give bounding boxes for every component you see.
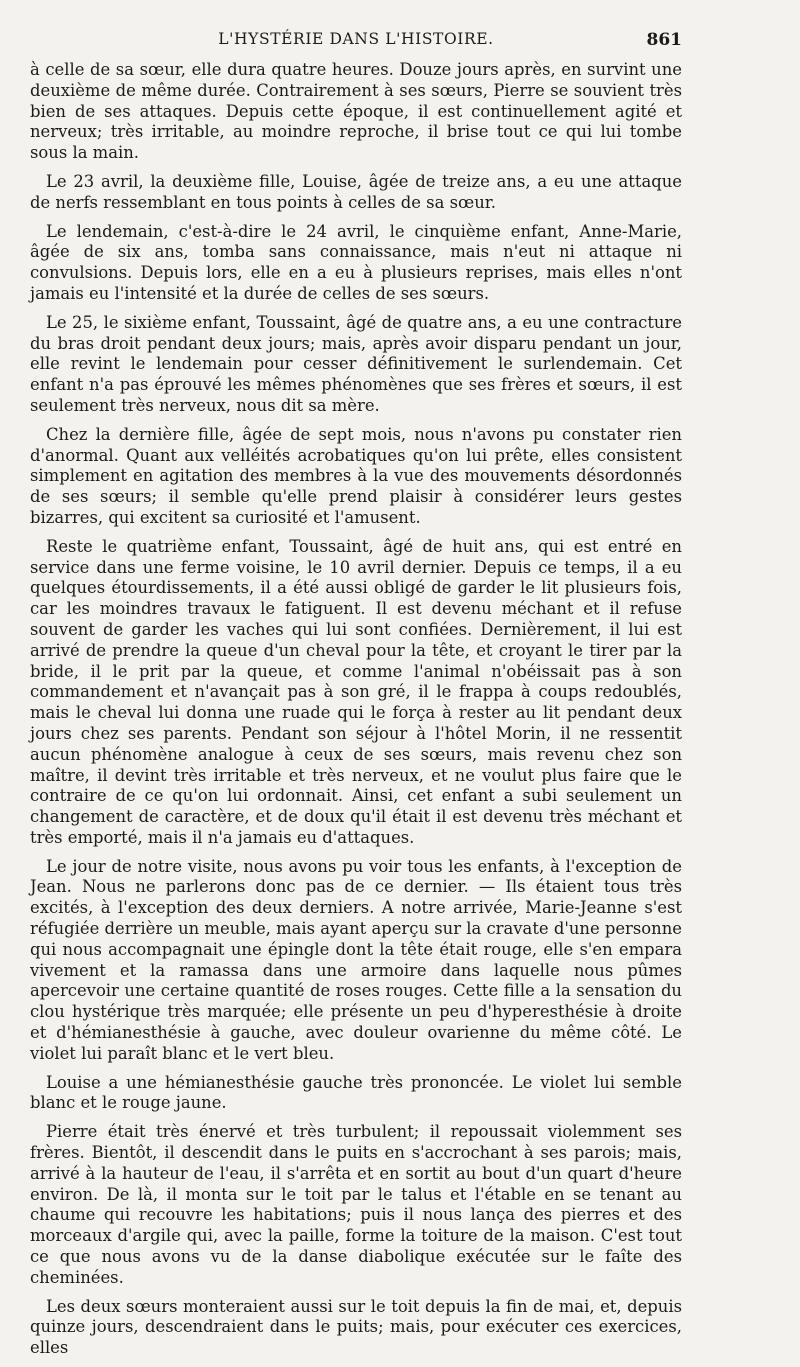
paragraph: Le lendemain, c'est-à-dire le 24 avril, le cinquième enfant, Anne-Marie, âgée de six ans, tomba sans connaissance, mais n'eut ni attaque ni convulsions. Depuis lors, elle en a eu à plusieurs reprises, mais elles n'ont jamais eu l'intensité et la durée de celles de ses sœurs.	[30, 221, 682, 303]
paragraph: Chez la dernière fille, âgée de sept mois, nous n'avons pu constater rien d'anormal. Quant aux velléités acrobatiques qu'on lui prête, elles consistent simplement en agitation des membres à la vue des mouvements désordonnés de ses sœurs; il semble qu'elle prend plaisir à considérer leurs gestes bizarres, qui excitent sa curiosité et l'amusent.	[30, 424, 682, 527]
paragraph: Reste le quatrième enfant, Toussaint, âgé de huit ans, qui est entré en service dans une ferme voisine, le 10 avril dernier. Depuis ce temps, il a eu quelques étourdissements, il a été aussi obligé de garder le lit plusieurs fois, car les moindres travaux le fatiguent. Il est devenu méchant et il refuse souvent de garder les vaches qui lui sont confiées. Dernièrement, il lui est arrivé de prendre la queue d'un cheval pour la tête, et croyant le tirer par la bride, il le prit par la queue, et comme l'animal n'obéissait pas à son commandement et n'avançait pas à son gré, il le frappa à coups redoublés, mais le cheval lui donna une ruade qui le força à rester au lit pendant deux jours chez ses parents. Pendant son séjour à l'hôtel Morin, il ne ressentit aucun phénomène analogue à ceux de ses sœurs, mais revenu chez son maître, il devint très irritable et très nerveux, et ne voulut plus faire que le contraire de ce qu'on lui ordonnait. Ainsi, cet enfant a subi seulement un changement de caractère, et de doux qu'il était il est devenu très méchant et très emporté, mais il n'a jamais eu d'attaques.	[30, 536, 682, 847]
paragraph: Le jour de notre visite, nous avons pu voir tous les enfants, à l'exception de Jean. Nous ne parlerons donc pas de ce dernier. — Ils étaient tous très excités, à l'exception des deux derniers. A notre arrivée, Marie-Jeanne s'est réfugiée derrière un meuble, mais ayant aperçu sur la cravate d'une personne qui nous accompagnait une épingle dont la tête était rouge, elle s'en empara vivement et la ramassa dans une armoire dans laquelle nous pûmes apercevoir une certaine quantité de roses rouges. Cette fille a la sensation du clou hystérique très marquée; elle présente un peu d'hyperesthésie à droite et d'hémianesthésie à gauche, avec douleur ovarienne du même côté. Le violet lui paraît blanc et le vert bleu.	[30, 856, 682, 1063]
paragraph: Pierre était très énervé et très turbulent; il repoussait violemment ses frères. Bientôt, il descendit dans le puits en s'accrochant à ses parois; mais, arrivé à la hauteur de l'eau, il s'arrêta et en sortit au bout d'un quart d'heure environ. De là, il monta sur le toit par le talus et l'étable en se tenant au chaume qui recouvre les habitations; puis il nous lança des pierres et des morceaux d'argile qui, avec la paille, forme la toiture de la maison. C'est tout ce que nous avons vu de la danse diabolique exécutée sur le faîte des cheminées.	[30, 1122, 682, 1287]
paragraph: Louise a une hémianesthésie gauche très prononcée. Le violet lui semble blanc et le rouge jaune.	[30, 1072, 682, 1113]
page-number: 861	[646, 30, 682, 50]
paragraph: Les deux sœurs monteraient aussi sur le toit depuis la fin de mai, et, depuis quinze jours, descendraient dans le puits; mais, pour exécuter ces exercices, elles	[30, 1296, 682, 1358]
paragraph: à celle de sa sœur, elle dura quatre heures. Douze jours après, en survint une deuxième de même durée. Contrairement à ses sœurs, Pierre se souvient très bien de ses attaques. Depuis cette époque, il est continuellement agité et nerveux; très irritable, au moindre reproche, il brise tout ce qui lui tombe sous la main.	[30, 60, 682, 163]
running-title: L'HYSTÉRIE DANS L'HISTOIRE.	[218, 30, 494, 48]
paragraph: Le 25, le sixième enfant, Toussaint, âgé de quatre ans, a eu une contracture du bras droit pendant deux jours; mais, après avoir disparu pendant un jour, elle revint le lendemain pour cesser définitivement le surlendemain. Cet enfant n'a pas éprouvé les mêmes phénomènes que ses frères et sœurs, il est seulement très nerveux, nous dit sa mère.	[30, 312, 682, 415]
body-text	[30, 60, 682, 1367]
paragraph: Le 23 avril, la deuxième fille, Louise, âgée de treize ans, a eu une attaque de nerfs ressemblant en tous points à celles de sa sœur.	[30, 171, 682, 212]
